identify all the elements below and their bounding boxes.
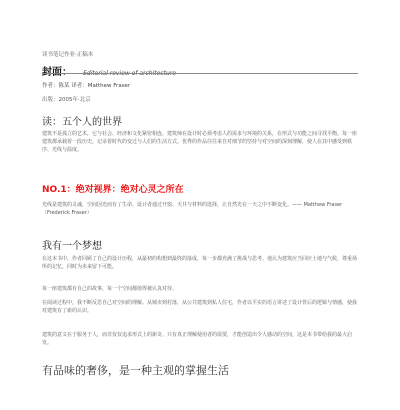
section1-paragraph: 建筑不是孤立的艺术，它与社会、经济和文化紧密相连。建筑师在设计时必须考虑人的需求与环境的关系，在形式与功能之间寻找平衡。每一座建筑都承载着一段历史，记录着时代的变迁与人们的生活方式。优秀的作品往往来自对细节的坚持与对空间的深刻理解，使人在其中感受到秩序、光线与温度。 bbox=[42, 131, 358, 153]
section3-paragraph-2: 每一座建筑都有自己的故事，每一个空间都值得被认真对待。 bbox=[42, 286, 178, 292]
author-line: 作者：陈某 译者：Matthew Fraser bbox=[42, 83, 131, 89]
section3-heading: 我有一个梦想 bbox=[42, 241, 102, 252]
title-rule bbox=[42, 73, 358, 74]
section2-paragraph: 光线是建筑的灵魂，空间因光而有了生命。设计者通过开窗、天井与材料的选择，让自然光在一天之中不断变化。—— Matthew Fraser（Frederick Fraser） bbox=[42, 202, 343, 216]
document-header: 读书笔记作业·正稿本 bbox=[42, 52, 94, 58]
section3-paragraph-3: 在阅读过程中，我不断反思自己对空间的理解。从城市到村落，从公共建筑到私人住宅，作者以平实的语言讲述了设计背后的逻辑与情感，使我对建筑有了新的认识。 bbox=[42, 300, 358, 314]
section1-heading: 读：五个人的世界 bbox=[42, 117, 122, 128]
date-line: 出版：2005年·北京 bbox=[42, 97, 91, 103]
section3-paragraph-1: 在这本书中，作者回顾了自己的设计历程，从最初的构想到最终的落成，每一步都充满了挑战与思考。他认为建筑应当回应土地与气候，尊重场所的记忆，同时为未来留下可能。 bbox=[42, 256, 358, 270]
section4-heading: 有品味的奢侈，是一种主观的掌握生活 bbox=[42, 364, 229, 377]
section2-heading: NO.1：绝对视界：绝对心灵之所在 bbox=[42, 185, 184, 195]
title-row bbox=[42, 60, 176, 79]
section3-paragraph-4: 建筑的意义在于服务于人，而非仅仅追求形式上的新奇。只有真正理解使用者的需要，才能创造出令人感动的空间，这是本书带给我的最大启发。 bbox=[42, 332, 353, 346]
